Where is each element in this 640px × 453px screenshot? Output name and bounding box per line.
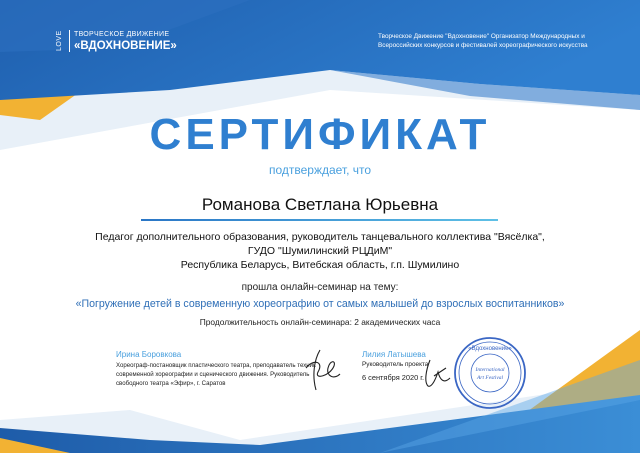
signer1-role: Хореограф-постановщик пластического театра, преподаватель техник современной хореографии и сценического движения. Руководитель свободного театра «Эфир», г. Саратов bbox=[116, 362, 316, 387]
description-line: ГУДО "Шумилинский РЦДиМ" bbox=[247, 245, 393, 257]
seminar-duration: Продолжительность онлайн-семинара: 2 академических часа bbox=[199, 317, 441, 327]
stamp-ring-text: «Вдохновение» bbox=[468, 346, 512, 352]
certificate-date: 6 сентября 2020 г. bbox=[362, 373, 425, 382]
certificate-title: СЕРТИФИКАТ bbox=[149, 110, 491, 159]
stamp-center-line: International bbox=[475, 367, 505, 373]
recipient-description bbox=[70, 230, 570, 272]
logo-main-text: «ВДОХНОВЕНИЕ» bbox=[74, 40, 177, 52]
organization-stamp bbox=[452, 335, 528, 411]
signer2-role: Руководитель проекта bbox=[362, 361, 429, 368]
signer2-name: Лилия Латышева bbox=[362, 350, 426, 359]
signer1-name: Ирина Боровкова bbox=[116, 350, 182, 359]
organizer-text: Творческое Движение "Вдохновение" Организатор Международных и Всероссийских конкурсов и фестивалей хореографического искусства bbox=[378, 33, 588, 49]
description-line: Республика Беларусь, Витебская область, г.п. Шумилино bbox=[180, 259, 460, 271]
recipient-name: Романова Светлана Юрьевна bbox=[201, 195, 439, 214]
description-line: Педагог дополнительного образования, руководитель танцевального коллектива "Вясёлка", bbox=[95, 231, 545, 243]
logo-divider bbox=[69, 30, 70, 52]
signature-2 bbox=[420, 356, 456, 390]
confirms-text: подтверждает, что bbox=[268, 163, 372, 177]
seminar-topic: «Погружение детей в современную хореографию от самых малышей до взрослых воспитанников» bbox=[75, 298, 565, 310]
recipient-underline bbox=[141, 219, 498, 221]
logo-top-line: ТВОРЧЕСКОЕ ДВИЖЕНИЕ bbox=[74, 31, 170, 38]
signature-1 bbox=[300, 346, 344, 394]
logo-love-text: LOVE bbox=[56, 30, 63, 52]
stamp-center-line: Art Festival bbox=[476, 375, 504, 381]
logo bbox=[56, 28, 206, 56]
passed-text: прошла онлайн-семинар на тему: bbox=[241, 282, 399, 293]
